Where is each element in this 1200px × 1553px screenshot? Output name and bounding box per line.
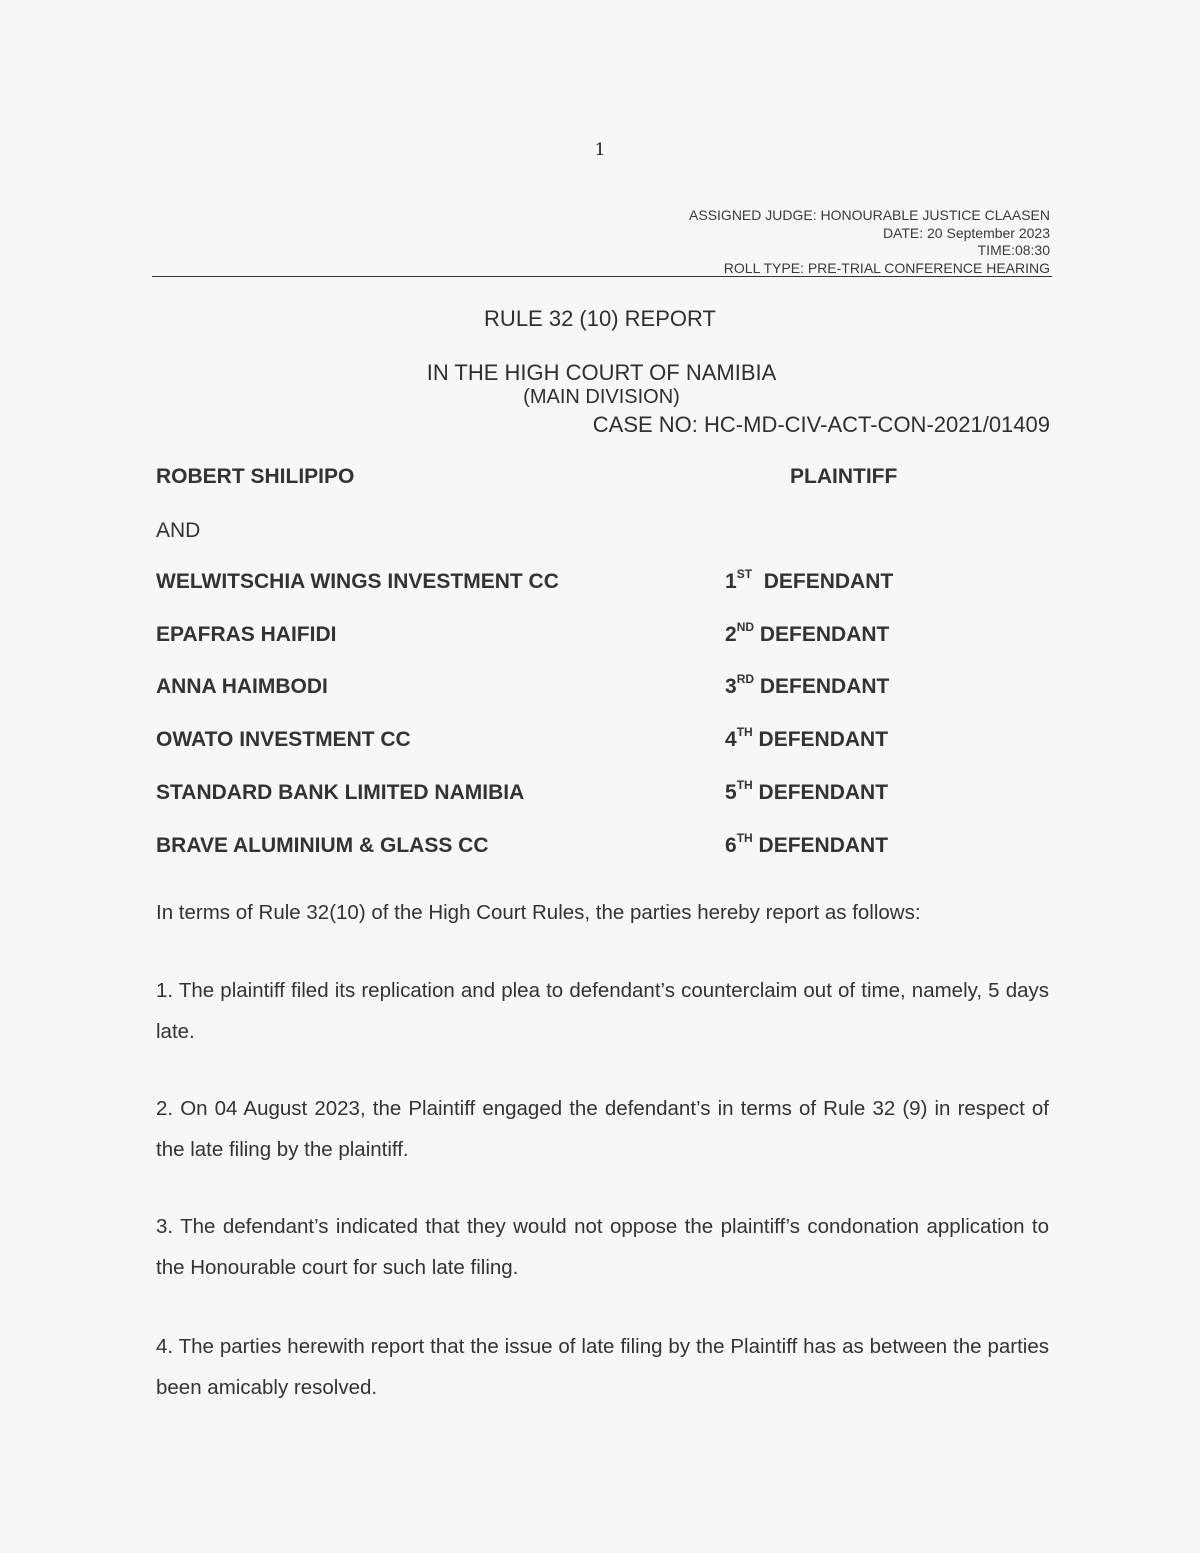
intro-statement: In terms of Rule 32(10) of the High Court Rules, the parties hereby report as follows: (156, 901, 921, 924)
defendant-name: BRAVE ALUMINIUM & GLASS CC (156, 834, 489, 857)
roll-type: ROLL TYPE: PRE-TRIAL CONFERENCE HEARING (723, 259, 1050, 276)
defendant-label: DEFENDANT (758, 728, 889, 751)
report-title: RULE 32 (10) REPORT (484, 306, 716, 331)
and-separator: AND (156, 519, 201, 542)
case-number: CASE NO: HC-MD-CIV-ACT-CON-2021/01409 (592, 412, 1050, 437)
defendant-label: DEFENDANT (763, 570, 894, 593)
defendant-ordinal: 6 (725, 834, 737, 857)
defendant-role (725, 725, 889, 752)
court-division: (MAIN DIVISION) (523, 386, 680, 408)
defendant-label: DEFENDANT (758, 781, 889, 804)
defendant-role (725, 620, 890, 647)
defendant-ordinal: 3 (725, 675, 737, 698)
defendant-label: DEFENDANT (759, 623, 890, 646)
defendant-role (725, 672, 890, 699)
defendant-role (725, 778, 889, 805)
report-paragraph-4: 4. The parties herewith report that the issue of late filing by the Plaintiff has as between the parties been amicably resolved. (156, 1335, 1049, 1399)
defendant-role (725, 567, 894, 594)
defendant-role (725, 831, 889, 858)
report-paragraph-1: 1. The plaintiff filed its replication and plea to defendant’s counterclaim out of time, namely, 5 days late. (156, 979, 1049, 1043)
defendant-name: OWATO INVESTMENT CC (156, 728, 411, 751)
ordinal-suffix: ST (736, 567, 753, 581)
report-paragraph-3: 3. The defendant’s indicated that they would not oppose the plaintiff’s condonation application to the Honourable court for such late filing. (156, 1215, 1049, 1279)
hearing-date: DATE: 20 September 2023 (882, 224, 1050, 241)
defendant-label: DEFENDANT (759, 675, 890, 698)
ordinal-suffix: RD (736, 672, 755, 686)
defendant-ordinal: 2 (725, 623, 737, 646)
header-divider (152, 276, 1052, 277)
court-name: IN THE HIGH COURT OF NAMIBIA (426, 360, 777, 385)
defendant-name: STANDARD BANK LIMITED NAMIBIA (156, 781, 525, 804)
defendant-label: DEFENDANT (758, 834, 889, 857)
defendant-ordinal: 5 (725, 781, 737, 804)
ordinal-suffix: TH (736, 778, 753, 792)
ordinal-suffix: TH (736, 831, 753, 845)
ordinal-suffix: TH (736, 725, 753, 739)
defendant-name: ANNA HAIMBODI (156, 675, 328, 698)
ordinal-suffix: ND (736, 620, 755, 634)
page-number: 1 (594, 140, 606, 160)
defendant-name: WELWITSCHIA WINGS INVESTMENT CC (156, 570, 559, 593)
hearing-time: TIME:08:30 (977, 242, 1050, 258)
hearing-info-block (689, 207, 1050, 277)
report-paragraph-2: 2. On 04 August 2023, the Plaintiff engaged the defendant’s in terms of Rule 32 (9) in respect of the late filing by the plaintiff. (156, 1097, 1049, 1161)
defendant-ordinal: 1 (725, 570, 737, 593)
plaintiff-name: ROBERT SHILIPIPO (156, 465, 355, 488)
defendant-ordinal: 4 (725, 728, 737, 751)
assigned-judge: ASSIGNED JUDGE: HONOURABLE JUSTICE CLAASEN (689, 207, 1050, 223)
defendant-name: EPAFRAS HAIFIDI (156, 623, 337, 646)
plaintiff-role: PLAINTIFF (790, 465, 898, 488)
